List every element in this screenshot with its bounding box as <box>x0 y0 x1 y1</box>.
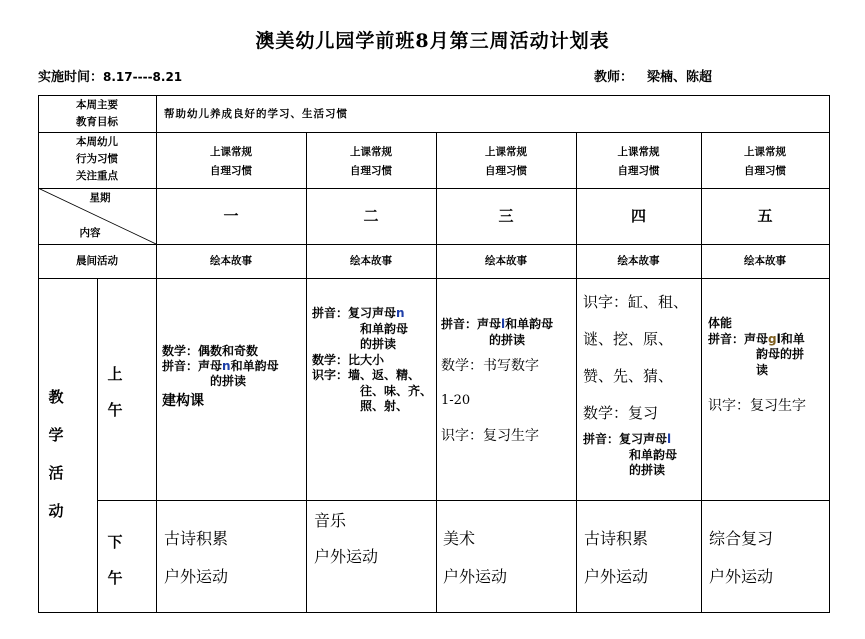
pm-line: 户外运动 <box>709 567 774 586</box>
morning-wed: 绘本故事 <box>485 255 527 267</box>
teacher-info <box>594 66 712 85</box>
weekday-tue: 二 <box>363 207 379 225</box>
pm-char: 下 <box>107 533 123 551</box>
goal-label-line1: 本周主要 <box>76 99 118 111</box>
teacher-value: 梁楠、陈超 <box>647 70 713 85</box>
divider <box>97 500 830 501</box>
habits-line1: 上课常规 <box>744 146 786 158</box>
teaching-char: 活 <box>48 464 64 482</box>
pm-line: 户外运动 <box>314 547 379 566</box>
divider <box>97 278 98 613</box>
am-fri-line: 韵母的拼 <box>756 347 805 361</box>
habits-line1: 上课常规 <box>350 146 392 158</box>
page-title: 澳美幼儿园学前班8月第三周活动计划表 <box>255 30 610 52</box>
pm-line: 户外运动 <box>443 567 508 586</box>
weekday-wed: 三 <box>498 207 514 225</box>
pm-line: 古诗积累 <box>584 529 649 548</box>
habits-label-line3: 关注重点 <box>76 170 118 182</box>
am-wed <box>441 316 576 454</box>
am-wed-line: 拼音：声母l和单韵母 <box>441 317 554 331</box>
am-char: 上 <box>107 365 123 383</box>
am-tue <box>312 306 436 415</box>
morning-thu: 绘本故事 <box>617 255 660 267</box>
am-mon-line: 的拼读 <box>210 374 247 388</box>
am-mon-line: 拼音：声母n和单韵母 <box>162 359 279 373</box>
am-thu-line: 的拼读 <box>629 463 666 477</box>
teaching-char: 动 <box>48 502 64 520</box>
am-thu <box>583 284 701 479</box>
am-tue-line: 往、味、齐、 <box>360 383 433 398</box>
pm-tue <box>314 503 378 575</box>
teaching-char: 教 <box>48 388 64 406</box>
pm-char: 午 <box>107 569 123 587</box>
am-tue-line: 拼音：复习声母n <box>312 306 405 320</box>
am-wed-line: 1-20 <box>441 393 471 408</box>
pm-label <box>100 524 130 596</box>
am-tue-line: 照、射、 <box>360 399 409 413</box>
pm-mon <box>164 520 228 596</box>
am-wed-line: 的拼读 <box>489 333 526 347</box>
morning-label: 晨间活动 <box>76 255 118 267</box>
am-tue-line: 数学：比大小 <box>312 352 385 367</box>
habits-line2: 自理习惯 <box>350 165 392 177</box>
morning-tue: 绘本故事 <box>350 255 392 267</box>
am-char: 午 <box>107 401 123 419</box>
goal-label-line2: 教育目标 <box>76 116 118 128</box>
am-fri-line: 拼音：声母gl和单 <box>708 331 805 346</box>
habits-line1: 上课常规 <box>210 146 252 158</box>
period-info <box>38 66 182 85</box>
am-wed-line: 数学：书写数字 <box>441 358 539 374</box>
weekday-fri: 五 <box>757 207 773 225</box>
habits-line2: 自理习惯 <box>744 165 786 177</box>
am-tue-line: 识字：墙、返、精、 <box>312 368 421 382</box>
pm-thu <box>584 520 648 596</box>
morning-fri: 绘本故事 <box>744 255 786 267</box>
goal-label <box>38 97 156 131</box>
pm-line: 音乐 <box>314 511 347 530</box>
pm-line: 古诗积累 <box>164 529 229 548</box>
morning-mon: 绘本故事 <box>210 255 252 267</box>
corner-weekday: 星期 <box>89 192 111 204</box>
am-thu-line: 拼音：复习声母l <box>583 432 672 446</box>
am-fri <box>708 316 829 416</box>
am-thu-line: 数学：复习 <box>583 404 659 422</box>
period-value: 8.17----8.21 <box>103 70 183 84</box>
am-tue-line: 的拼读 <box>360 337 397 351</box>
habits-mon <box>156 143 306 181</box>
pm-line: 户外运动 <box>584 567 649 586</box>
habits-thu <box>576 143 701 181</box>
am-label <box>100 356 130 428</box>
am-mon-line: 建构课 <box>162 393 204 409</box>
pm-line: 户外运动 <box>164 567 229 586</box>
corner-content: 内容 <box>79 227 101 239</box>
habits-label <box>38 134 156 185</box>
habits-tue <box>306 143 436 181</box>
habits-line1: 上课常规 <box>617 146 660 158</box>
teaching-label <box>38 378 74 530</box>
pm-line: 美术 <box>443 529 476 548</box>
am-fri-line: 识字：复习生字 <box>708 398 806 414</box>
habits-label-line2: 行为习惯 <box>76 153 118 165</box>
goal-value: 帮助幼儿养成良好的学习、生活习惯 <box>164 108 348 120</box>
am-fri-line: 读 <box>756 362 769 377</box>
am-thu-line: 赞、先、猜、 <box>583 367 674 385</box>
period-label: 实施时间： <box>38 70 104 85</box>
weekday-thu: 四 <box>630 207 646 225</box>
am-mon <box>162 344 306 413</box>
habits-line2: 自理习惯 <box>485 165 527 177</box>
habits-line1: 上课常规 <box>485 146 527 158</box>
am-fri-line: 体能 <box>708 316 733 330</box>
habits-line2: 自理习惯 <box>210 165 252 177</box>
habits-fri <box>701 143 829 181</box>
habits-line2: 自理习惯 <box>617 165 660 177</box>
pm-wed <box>443 520 507 596</box>
am-mon-line: 数学：偶数和奇数 <box>162 344 259 358</box>
am-thu-line: 谜、挖、原、 <box>583 330 674 348</box>
am-thu-line: 和单韵母 <box>629 447 678 462</box>
teacher-label: 教师： <box>594 70 634 85</box>
pm-fri <box>709 520 773 596</box>
pm-line: 综合复习 <box>709 529 774 548</box>
teaching-char: 学 <box>48 426 64 444</box>
weekday-mon: 一 <box>223 207 239 225</box>
habits-label-line1: 本周幼儿 <box>76 136 118 148</box>
am-tue-line: 和单韵母 <box>360 321 409 336</box>
habits-wed <box>436 143 576 181</box>
am-thu-line: 识字：缸、租、 <box>583 293 689 311</box>
am-wed-line: 识字：复习生字 <box>441 428 539 444</box>
